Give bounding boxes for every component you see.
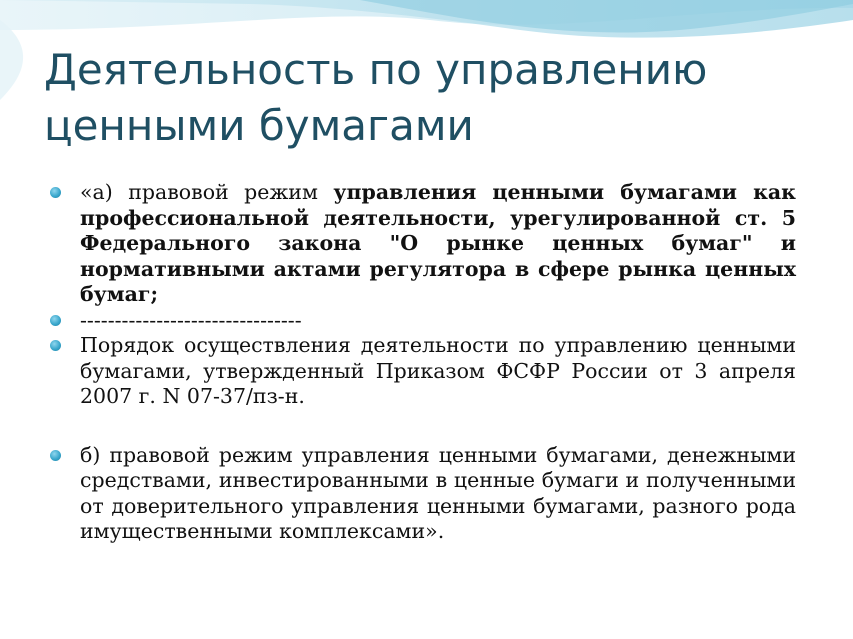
list-item-a-text-bold: управления ценными бумагами как профессиональной деятельности, урегулированной ст. 5 Федерального закона "О рынке ценных бумаг" и нормативными актами регулятора в сфере рынка ценных бумаг;	[80, 180, 796, 306]
slide-title-line-2: ценными бумагами	[44, 101, 474, 150]
bullet-icon	[50, 315, 61, 326]
bullet-icon	[50, 450, 61, 461]
bullet-icon	[50, 187, 61, 198]
slide-title-line-1: Деятельность по управлению	[44, 45, 708, 94]
list-item-a	[50, 180, 796, 308]
list-item-order-text: Порядок осуществления деятельности по управлению ценными бумагами, утвержденный Приказом ФСФР России от 3 апреля 2007 г. N 07-37/пз-н.	[80, 333, 796, 408]
slide-title	[44, 42, 834, 154]
list-item-a-text-normal: «а) правовой режим	[80, 180, 334, 204]
list-item-b-text: б) правовой режим управления ценными бумагами, денежными средствами, инвестированными в ценные бумаги и полученными от доверительного управления ценными бумагами, разного рода имущественными комплексами».	[80, 442, 796, 543]
bullet-icon	[50, 340, 61, 351]
list-item-b	[50, 443, 796, 545]
list-item-order	[50, 333, 796, 410]
bullet-list	[50, 180, 796, 545]
list-item-separator-text: --------------------------------	[80, 307, 302, 332]
list-item-separator	[50, 308, 796, 334]
